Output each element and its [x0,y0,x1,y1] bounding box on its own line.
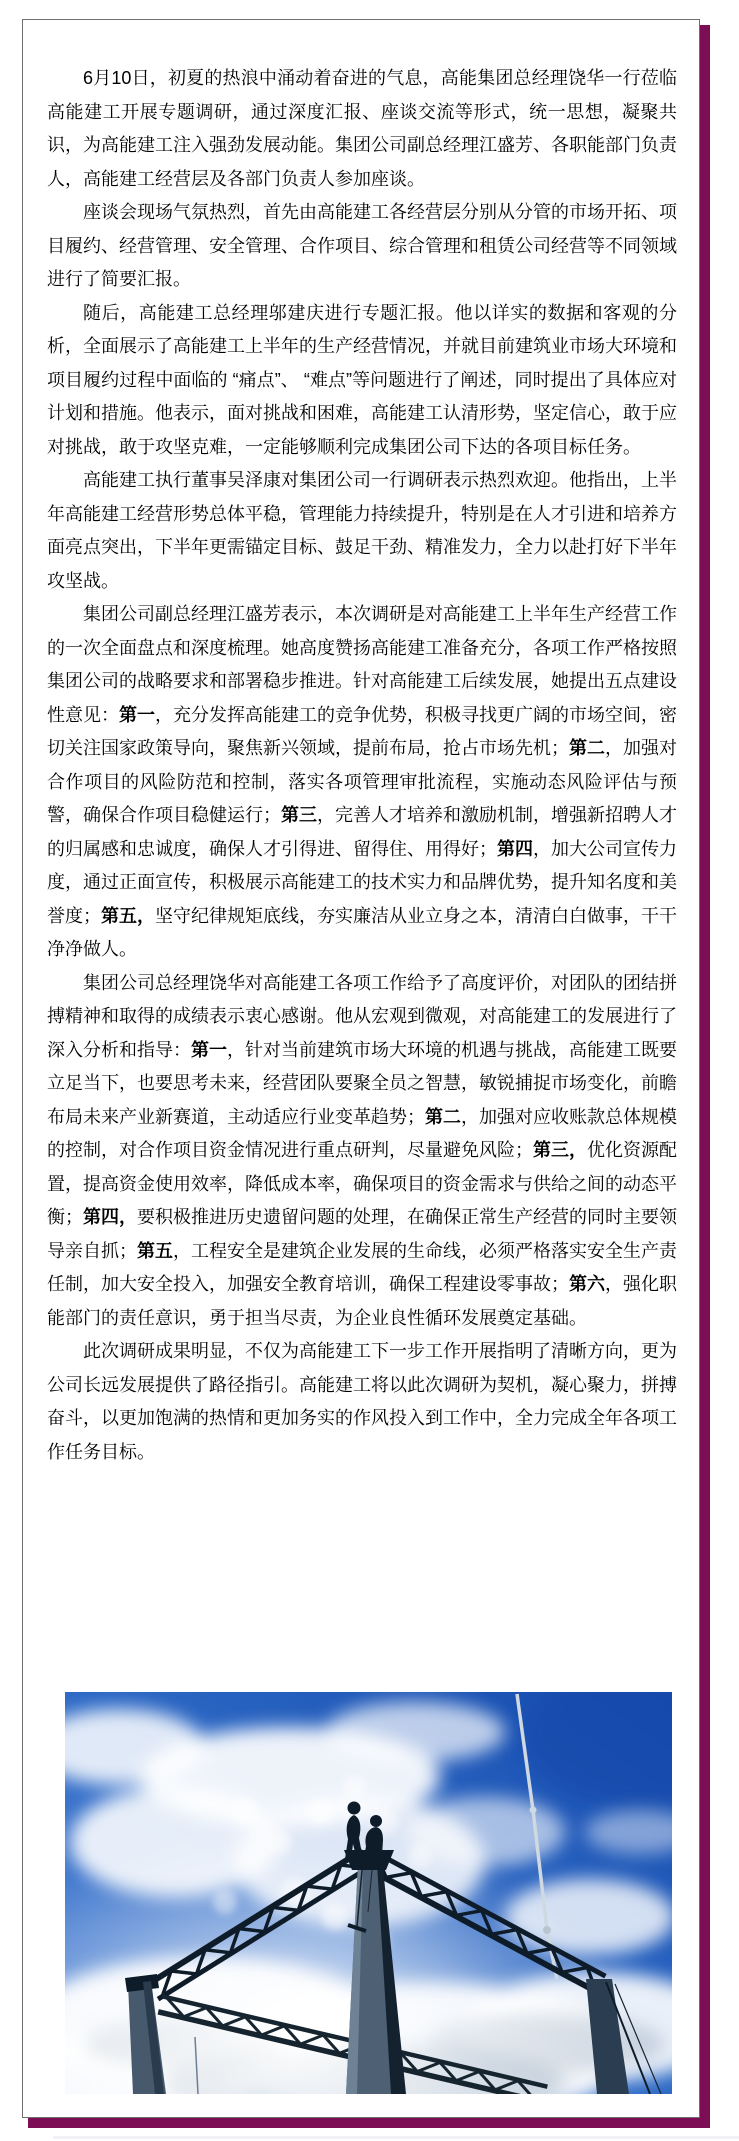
paragraph: 集团公司副总经理江盛芳表示，本次调研是对高能建工上半年生产经营工作的一次全面盘点和深度梳理。她高度赞扬高能建工准备充分，各项工作严格按照集团公司的战略要求和部署稳步推进。针对高能建工后续发展，她提出五点建设性意见：第一，充分发挥高能建工的竞争优势，积极寻找更广阔的市场空间，密切关注国家政策导向，聚焦新兴领域，提前布局，抢占市场先机；第二，加强对合作项目的风险防范和控制，落实各项管理审批流程，实施动态风险评估与预警，确保合作项目稳健运行；第三，完善人才培养和激励机制，增强新招聘人才的归属感和忠诚度，确保人才引得进、留得住、用得好；第四，加大公司宣传力度，通过正面宣传，积极展示高能建工的技术实力和品牌优势，提升知名度和美誉度；第五，坚守纪律规矩底线，夯实廉洁从业立身之本，清清白白做事，干干净净做人。 [47,604,677,959]
paragraph: 此次调研成果明显，不仅为高能建工下一步工作开展指明了清晰方向，更为公司长远发展提供了路径指引。高能建工将以此次调研为契机，凝心聚力，拼搏奋斗，以更加饱满的热情和更加务实的作风投入到工作中，全力完成全年各项工作任务目标。 [47,1341,677,1462]
paragraph: 集团公司总经理饶华对高能建工各项工作给予了高度评价，对团队的团结拼搏精神和取得的成绩表示衷心感谢。他从宏观到微观，对高能建工的发展进行了深入分析和指导：第一，针对当前建筑市场大环境的机遇与挑战，高能建工既要立足当下，也要思考未来，经营团队要聚全员之智慧，敏锐捕捉市场变化，前瞻布局未来产业新赛道，主动适应行业变革趋势；第二，加强对应收账款总体规模的控制，对合作项目资金情况进行重点研判，尽量避免风险；第三，优化资源配置，提高资金使用效率，降低成本率，确保项目的资金需求与供给之间的动态平衡；第四，要积极推进历史遗留问题的处理，在确保正常生产经营的同时主要领导亲自抓；第五，工程安全是建筑企业发展的生命线，必须严格落实安全生产责任制，加大安全投入，加强安全教育培训，确保工程建设零事故；第六，强化职能部门的责任意识，勇于担当尽责，为企业良性循环发展奠定基础。 [47,972,677,1328]
article-photo [65,1692,672,2094]
construction-photo-illustration [65,1692,672,2094]
paragraph: 随后，高能建工总经理邬建庆进行专题汇报。他以详实的数据和客观的分析，全面展示了高能建工上半年的生产经营情况，并就目前建筑业市场大环境和项目履约过程中面临的 “痛点”、 “难点”等问题进行了阐述，同时提出了具体应对计划和措施。他表示，面对挑战和困难，高能建工认清形势，坚定信心，敢于应对挑战，敢于攻坚克难，一定能够顺利完成集团公司下达的各项目标任务。 [47,302,677,457]
content-card [22,19,700,2118]
bottom-rule [53,2136,739,2139]
paragraph: 6月10日，初夏的热浪中涌动着奋进的气息，高能集团总经理饶华一行莅临高能建工开展专题调研，通过深度汇报、座谈交流等形式，统一思想，凝聚共识，为高能建工注入强劲发展动能。集团公司副总经理江盛芳、各职能部门负责人，高能建工经营层及各部门负责人参加座谈。 [47,68,677,189]
paragraph: 座谈会现场气氛热烈，首先由高能建工各经营层分别从分管的市场开拓、项目履约、经营管理、安全管理、合作项目、综合管理和租赁公司经营等不同领域进行了简要汇报。 [47,202,677,289]
paragraph: 高能建工执行董事吴泽康对集团公司一行调研表示热烈欢迎。他指出，上半年高能建工经营形势总体平稳，管理能力持续提升，特别是在人才引进和培养方面亮点突出，下半年更需锚定目标、鼓足干劲、精准发力，全力以赴打好下半年攻坚战。 [47,470,677,591]
article-body [47,62,677,1642]
